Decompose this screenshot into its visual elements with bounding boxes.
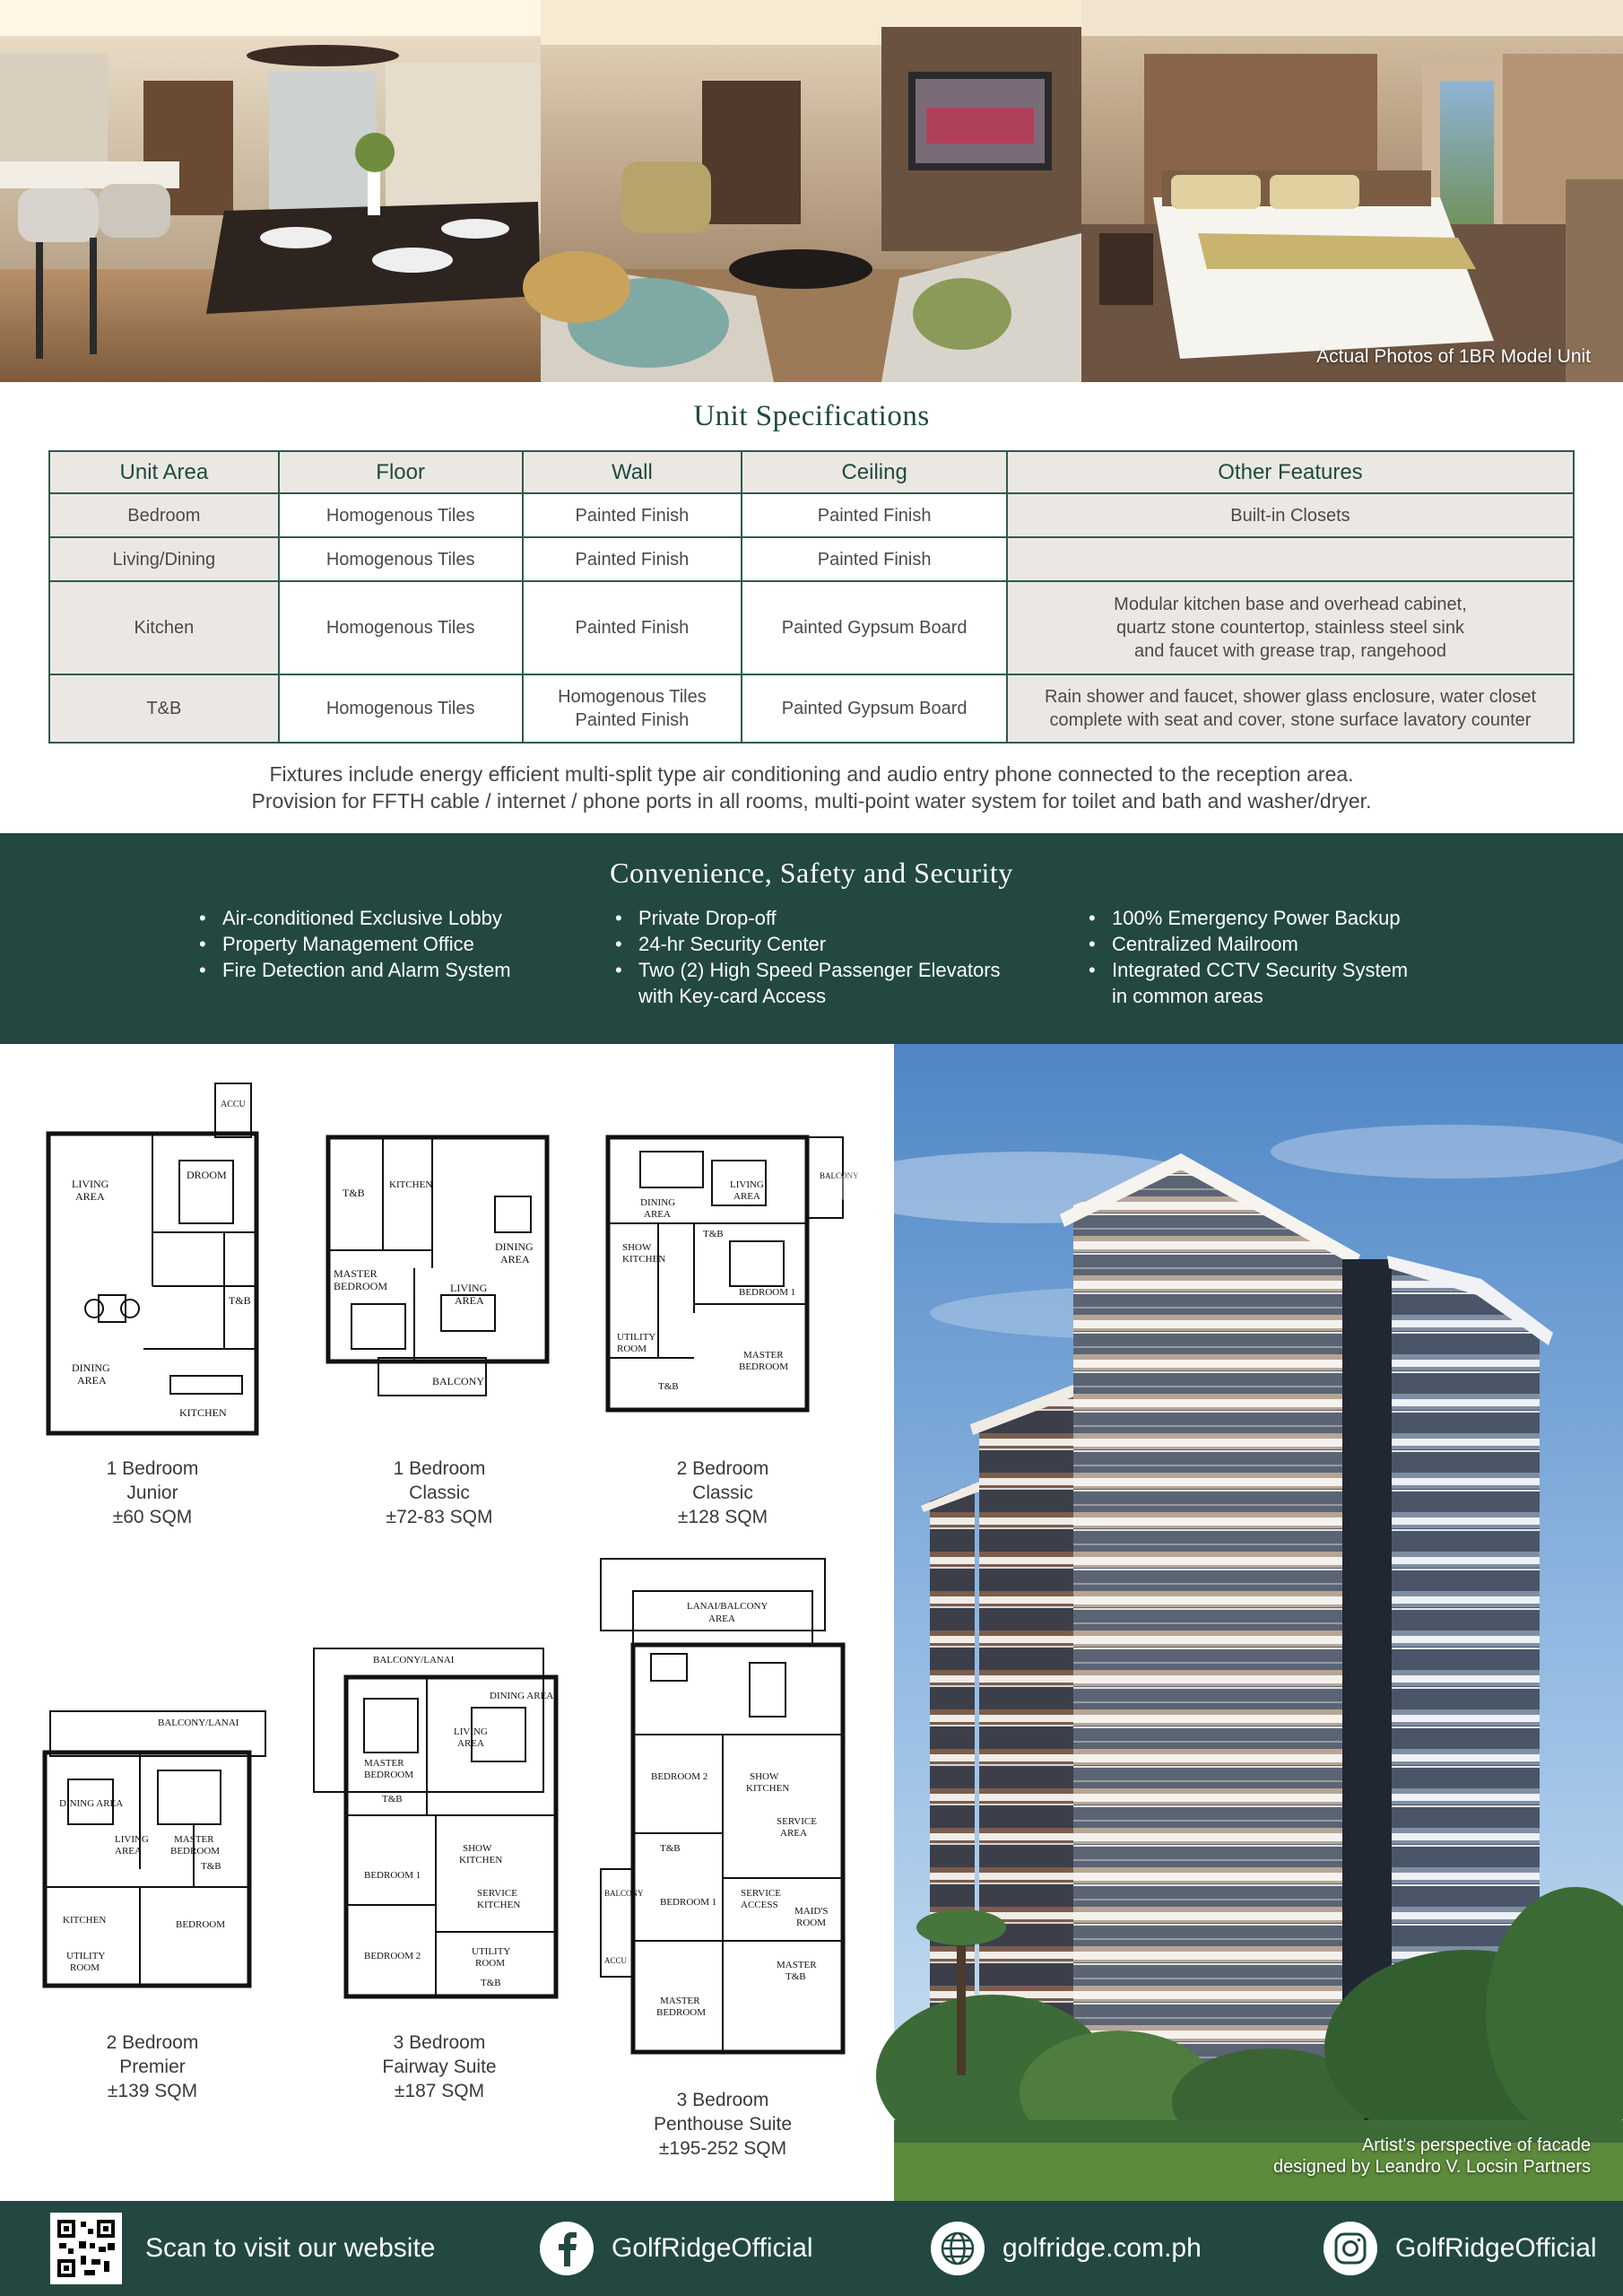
room-label: AREA: [455, 1294, 484, 1307]
room-label: BALCONY/LANAI: [373, 1655, 455, 1665]
room-label: DINING AREA: [490, 1691, 554, 1701]
column-header: Ceiling: [742, 451, 1007, 493]
room-label: UTILITY: [472, 1946, 511, 1957]
unit-specifications-table: [48, 450, 1575, 744]
floor-plan-drawing: [325, 1134, 551, 1403]
footer: [0, 2201, 1623, 2296]
facebook-link[interactable]: [540, 2201, 813, 2296]
room-label: BALCONY/LANAI: [158, 1718, 239, 1728]
website-link[interactable]: [931, 2201, 1202, 2296]
room-label: T&B: [658, 1381, 679, 1392]
fixtures-note: [0, 761, 1623, 814]
table-row: [49, 493, 1574, 537]
convenience-safety-section: [0, 833, 1623, 1044]
room-label: BEDROOM: [170, 1846, 221, 1857]
room-label: AREA: [115, 1846, 142, 1857]
unit-area-cell: Bedroom: [49, 493, 279, 537]
room-label: MASTER: [743, 1350, 784, 1361]
list-item: • Centralized Mailroom: [1089, 931, 1408, 957]
list-item: • Fire Detection and Alarm System: [199, 957, 511, 983]
room-label: KITCHEN: [622, 1254, 666, 1265]
floor-plan-drawing: [597, 1555, 850, 2057]
facebook-icon[interactable]: [540, 2222, 594, 2275]
floor-plan-1br-junior: [45, 1080, 260, 1439]
room-label: T&B: [660, 1843, 681, 1854]
room-label: BEDROOM 1: [739, 1287, 796, 1298]
plan-label: 1 Bedroom Junior ±60 SQM: [106, 1458, 199, 1527]
room-label: KITCHEN: [746, 1783, 790, 1794]
room-label: KITCHEN: [63, 1915, 107, 1926]
column-header: Unit Area: [49, 451, 279, 493]
ceiling-cell: Painted Finish: [742, 537, 1007, 581]
convenience-title: Convenience, Safety and Security: [610, 857, 1013, 889]
room-label: BEDROOM 2: [651, 1771, 708, 1782]
room-label: AREA: [457, 1738, 484, 1749]
plan-label: 3 Bedroom Fairway Suite ±187 SQM: [382, 2032, 497, 2101]
room-label: ROOM: [475, 1958, 506, 1969]
room-label: ROOM: [70, 1962, 100, 1973]
wall-cell: Painted Finish: [523, 581, 742, 674]
features-cell: [1007, 581, 1574, 674]
unit-area-cell: Living/Dining: [49, 537, 279, 581]
room-label: T&B: [481, 1978, 501, 1988]
room-label: T&B: [201, 1861, 221, 1872]
room-label: MASTER: [364, 1758, 404, 1769]
column-header: Other Features: [1007, 451, 1574, 493]
features-line: Modular kitchen base and overhead cabinet,: [1114, 595, 1467, 614]
room-label: ACCESS: [741, 1900, 778, 1910]
ceiling-cell: Painted Gypsum Board: [742, 581, 1007, 674]
room-label: BALCONY: [604, 1889, 644, 1898]
room-label: KITCHEN: [477, 1900, 521, 1910]
room-label: T&B: [785, 1971, 806, 1982]
floor-cell: Homogenous Tiles: [279, 493, 523, 537]
room-label: UTILITY: [66, 1951, 106, 1961]
room-label: LIVING: [72, 1178, 109, 1190]
room-label: KITCHEN: [389, 1179, 433, 1190]
features-cell: Built-in Closets: [1007, 493, 1574, 537]
room-label: BEDROOM: [364, 1770, 414, 1780]
fixtures-line: Fixtures include energy efficient multi-split type air conditioning and audio entry phone connected to the reception area.: [269, 762, 1354, 786]
list-item: • Integrated CCTV Security System in common areas: [1089, 957, 1408, 1009]
room-label: LIVING: [115, 1834, 149, 1845]
room-label: SHOW: [463, 1843, 492, 1854]
wall-cell: [523, 674, 742, 743]
features-line: quartz stone countertop, stainless steel sink: [1115, 618, 1464, 638]
list-item: • Two (2) High Speed Passenger Elevators with Key-card Access: [615, 957, 1001, 1009]
table-row: [49, 581, 1574, 674]
unit-specifications-title: Unit Specifications: [693, 400, 930, 432]
plan-label: 2 Bedroom Premier ±139 SQM: [106, 2032, 199, 2101]
column-header: Floor: [279, 451, 523, 493]
plan-label: 3 Bedroom Penthouse Suite ±195-252 SQM: [653, 2090, 793, 2159]
table-row: [49, 537, 1574, 581]
room-label: T&B: [343, 1187, 365, 1199]
room-label: LIVING: [450, 1282, 488, 1294]
features-cell: [1007, 674, 1574, 743]
floor-plan-drawing: [604, 1134, 859, 1413]
features-line: and faucet with grease trap, rangehood: [1133, 641, 1446, 661]
room-label: ROOM: [617, 1344, 647, 1354]
room-label: AREA: [780, 1828, 807, 1839]
room-label: MASTER: [334, 1267, 378, 1280]
room-label: T&B: [382, 1794, 403, 1805]
list-item: • Private Drop-off: [615, 905, 1001, 931]
room-label: UTILITY: [617, 1332, 656, 1343]
room-label: KITCHEN: [459, 1855, 503, 1866]
amenities-list: [615, 905, 1001, 1009]
room-label: MASTER: [174, 1834, 214, 1845]
instagram-link[interactable]: [1324, 2201, 1597, 2296]
room-label: AREA: [644, 1209, 671, 1220]
qr-website-link[interactable]: [50, 2201, 435, 2296]
floor-plan-drawing: [310, 1645, 563, 2004]
room-label: T&B: [703, 1229, 724, 1239]
ceiling-cell: Painted Gypsum Board: [742, 674, 1007, 743]
room-label: DINING: [640, 1197, 676, 1208]
floor-plan-drawing: [32, 1708, 274, 1995]
facade-illustration: [894, 1044, 1623, 2201]
table-header-row: [49, 451, 1574, 493]
room-label: DINING: [72, 1361, 110, 1374]
room-label: LIVING: [454, 1726, 488, 1737]
room-label: LANAI/BALCONY: [687, 1601, 768, 1612]
facebook-handle: GolfRidgeOfficial: [612, 2233, 813, 2263]
floor-plan-1br-classic: [325, 1134, 551, 1403]
room-label: DINING AREA: [59, 1798, 124, 1809]
room-label: AREA: [733, 1191, 760, 1202]
floor-cell: Homogenous Tiles: [279, 674, 523, 743]
wall-line: Homogenous Tiles: [558, 687, 707, 707]
render-caption: Artist's perspective of facade designed by Leandro V. Locsin Partners: [1273, 2135, 1591, 2177]
floor-plan-3br-penthouse: [597, 1555, 850, 2057]
amenities-list: [199, 905, 511, 983]
qr-code-icon[interactable]: [50, 2213, 122, 2284]
list-item: • 100% Emergency Power Backup: [1089, 905, 1408, 931]
floor-cell: Homogenous Tiles: [279, 537, 523, 581]
room-label: AREA: [77, 1374, 107, 1387]
floor-plan-2br-premier: [32, 1708, 274, 1995]
dining-kitchen-photo: [0, 0, 541, 382]
room-label: KITCHEN: [179, 1406, 227, 1419]
room-label: BEDROOM: [739, 1361, 789, 1372]
globe-icon[interactable]: [931, 2222, 985, 2275]
room-label: DINING: [495, 1240, 534, 1253]
features-line: Rain shower and faucet, shower glass enclosure, water closet: [1044, 687, 1536, 707]
room-label: AREA: [75, 1190, 105, 1203]
room-label: SHOW: [750, 1771, 779, 1782]
room-label: BEDROOM 1: [364, 1870, 421, 1881]
instagram-handle: GolfRidgeOfficial: [1395, 2233, 1597, 2263]
wall-cell: Painted Finish: [523, 493, 742, 537]
unit-area-cell: T&B: [49, 674, 279, 743]
floor-plan-2br-classic: [604, 1134, 859, 1413]
amenities-list: [1089, 905, 1408, 1009]
room-label: BEDROOM 1: [660, 1897, 717, 1908]
room-label: SERVICE: [777, 1816, 817, 1827]
room-label: AREA: [708, 1613, 735, 1624]
living-room-photo: [541, 0, 1081, 382]
qr-text: Scan to visit our website: [145, 2233, 436, 2263]
features-line: complete with seat and cover, stone surface lavatory counter: [1049, 710, 1532, 730]
room-label: SERVICE: [477, 1888, 517, 1899]
floor-plan-drawing: [45, 1080, 260, 1439]
room-label: SHOW: [622, 1242, 652, 1253]
plan-label: 1 Bedroom Classic ±72-83 SQM: [386, 1458, 493, 1527]
ceiling-cell: Painted Finish: [742, 493, 1007, 537]
room-label: BALCONY: [820, 1171, 859, 1180]
list-item: • Air-conditioned Exclusive Lobby: [199, 905, 511, 931]
room-label: AREA: [500, 1253, 530, 1265]
building-render: [894, 1044, 1623, 2201]
list-item: • 24-hr Security Center: [615, 931, 1001, 957]
room-label: BEDROOM 2: [364, 1951, 421, 1961]
fixtures-line: Provision for FFTH cable / internet / phone ports in all rooms, multi-point water system for toilet and bath and washer/dryer.: [251, 789, 1372, 813]
room-label: DROOM: [187, 1169, 227, 1181]
plan-label: 2 Bedroom Classic ±128 SQM: [676, 1458, 769, 1527]
floor-plans-section: [0, 1044, 894, 2201]
room-label: ACCU: [221, 1100, 246, 1109]
floor-plan-3br-fairway: [310, 1645, 563, 2004]
room-label: ACCU: [604, 1956, 628, 1965]
column-header: Wall: [523, 451, 742, 493]
table-row: [49, 674, 1574, 743]
list-item: • Property Management Office: [199, 931, 511, 957]
room-label: MAID'S: [794, 1906, 829, 1917]
floor-cell: Homogenous Tiles: [279, 581, 523, 674]
room-label: BALCONY: [432, 1375, 485, 1387]
room-label: LIVING: [730, 1179, 764, 1190]
room-label: BEDROOM: [656, 2007, 707, 2018]
room-label: MASTER: [660, 1996, 700, 2006]
room-label: BEDROOM: [176, 1919, 226, 1930]
website-url: golfridge.com.ph: [1002, 2233, 1202, 2263]
bedroom-photo: [1081, 0, 1623, 382]
model-unit-photos: [0, 0, 1623, 382]
room-label: T&B: [229, 1294, 251, 1307]
room-label: ROOM: [796, 1918, 827, 1928]
room-label: BEDROOM: [334, 1280, 388, 1292]
features-cell: [1007, 537, 1574, 581]
room-label: MASTER: [777, 1960, 817, 1970]
instagram-icon[interactable]: [1324, 2222, 1377, 2275]
wall-cell: Painted Finish: [523, 537, 742, 581]
photos-caption: Actual Photos of 1BR Model Unit: [1316, 346, 1591, 367]
unit-area-cell: Kitchen: [49, 581, 279, 674]
room-label: SERVICE: [741, 1888, 781, 1899]
wall-line: Painted Finish: [575, 710, 690, 730]
